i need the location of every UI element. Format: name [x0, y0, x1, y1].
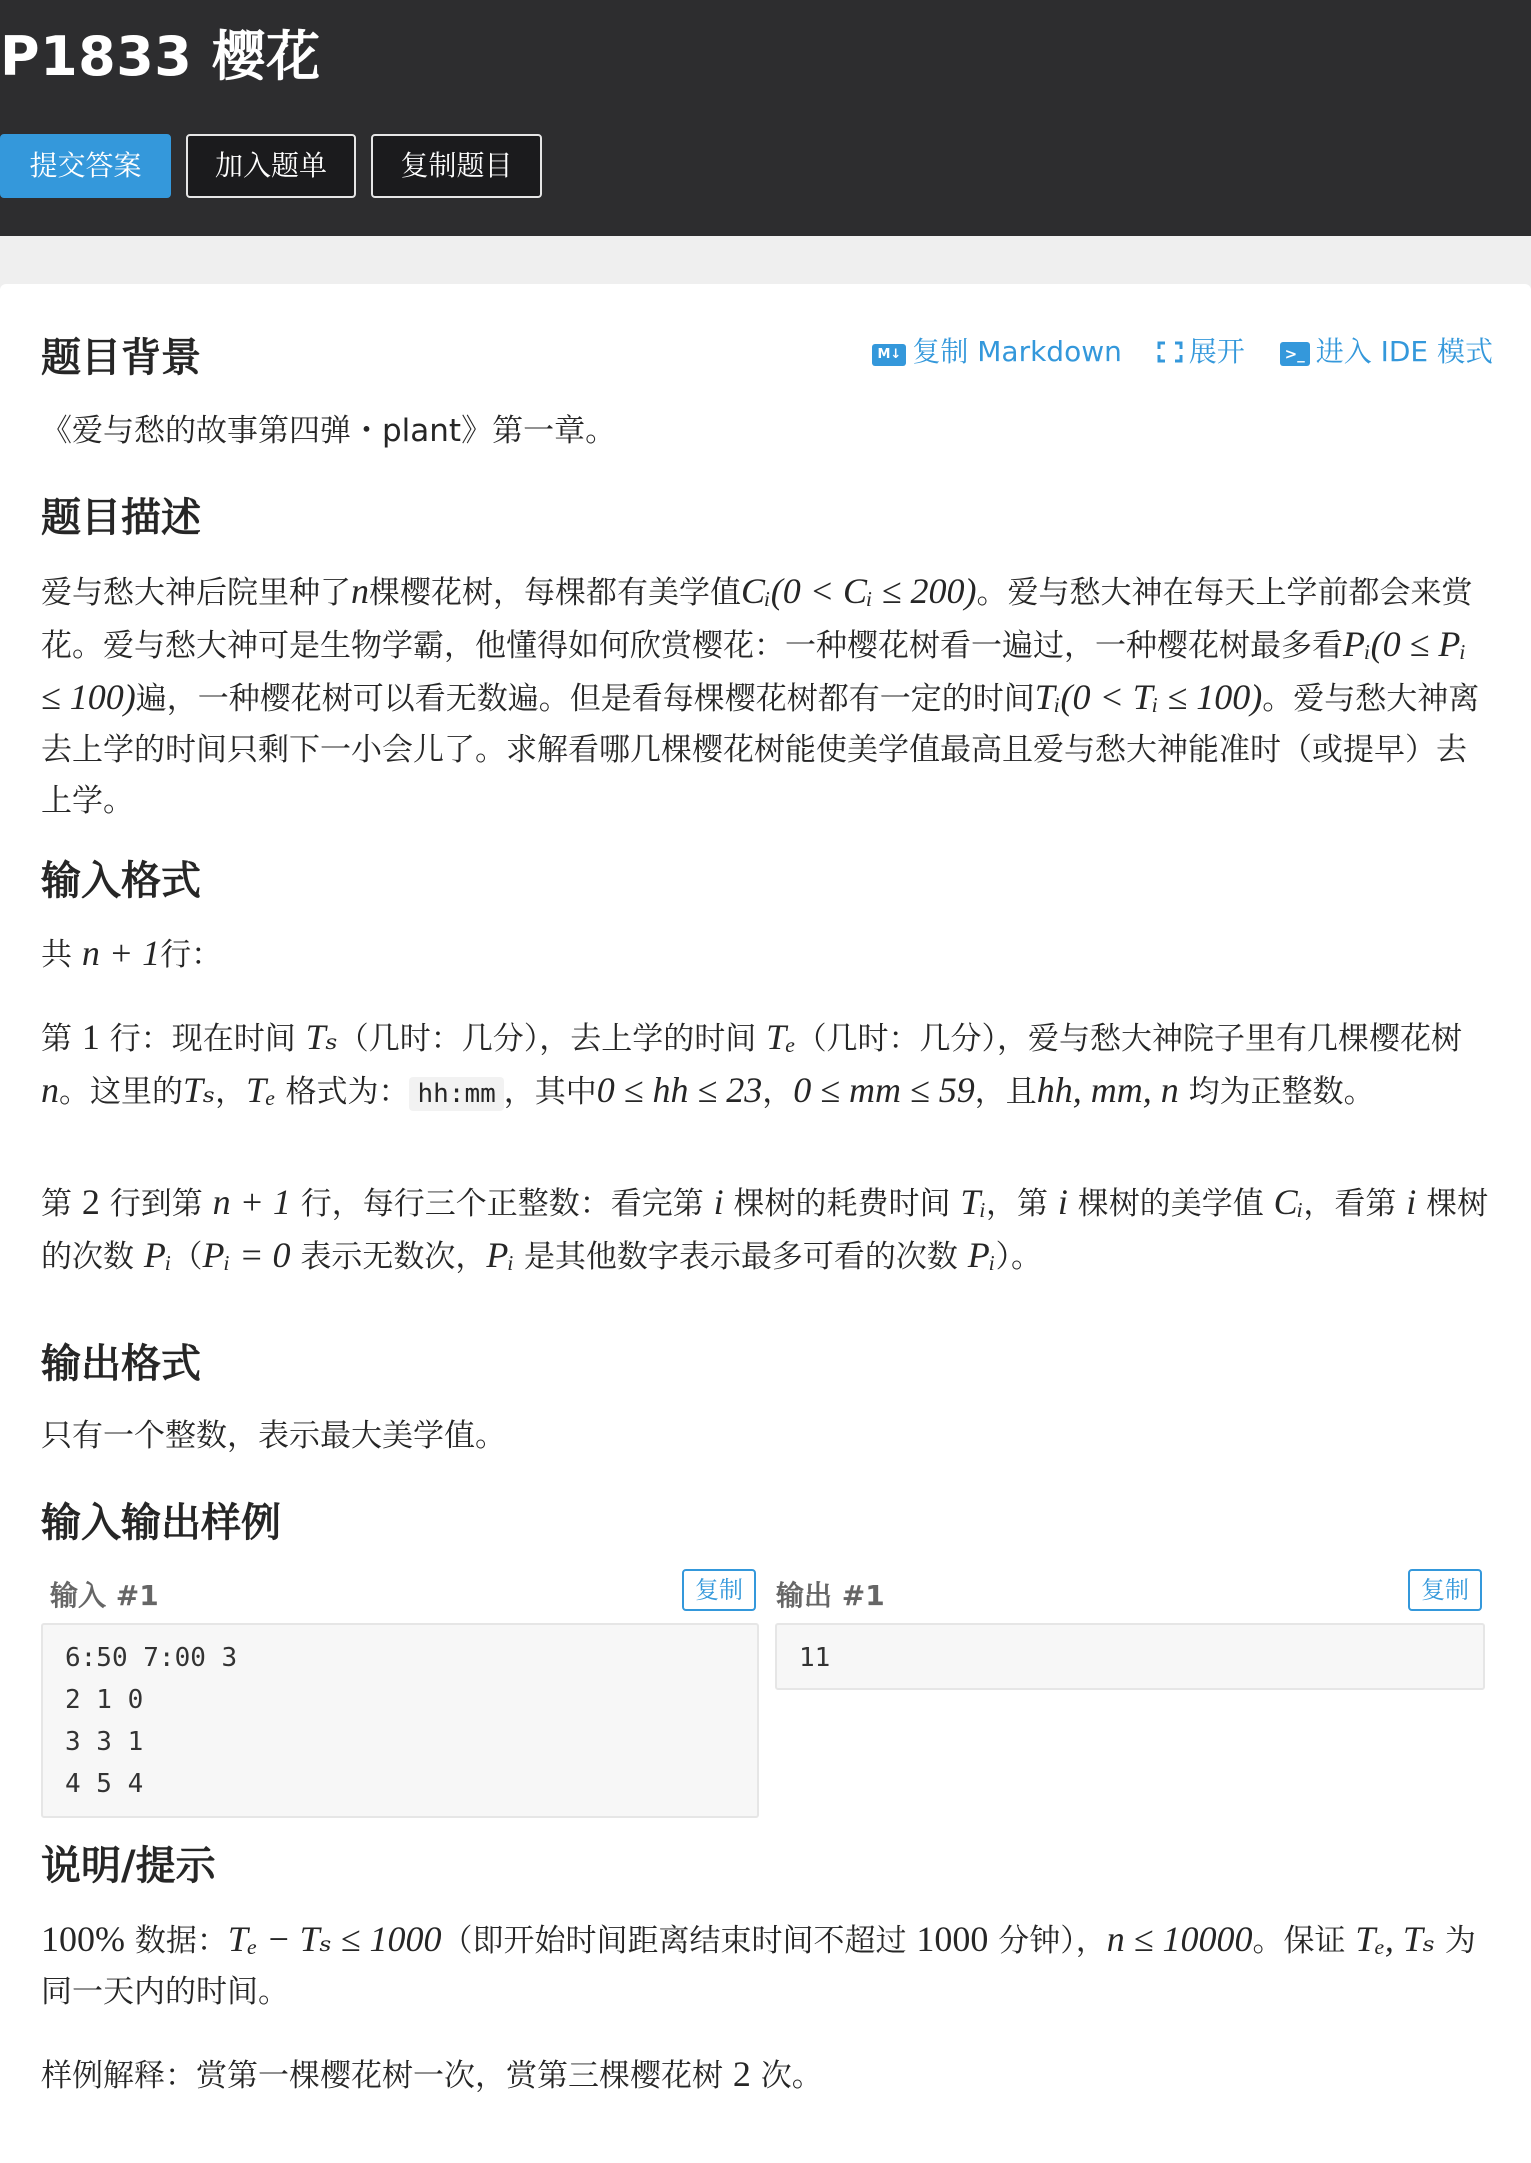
- sample-input-box[interactable]: 6:50 7:00 3 2 1 0 3 3 1 4 5 4: [41, 1623, 759, 1818]
- copy-output-button[interactable]: 复制: [1408, 1569, 1482, 1611]
- hint-heading: 说明/提示: [41, 1843, 216, 1889]
- ide-mode-label: 进入 IDE 模式: [1315, 335, 1493, 368]
- copy-input-button[interactable]: 复制: [682, 1569, 756, 1611]
- sample-output-label: 输出 #1: [776, 1579, 885, 1612]
- problem-toolbar: [846, 330, 1493, 370]
- problem-title: P1833 樱花: [0, 25, 321, 88]
- background-heading: 题目背景: [41, 335, 201, 381]
- input-format-line1: 共 n + 1行：: [41, 933, 223, 973]
- sample-input-label: 输入 #1: [50, 1579, 159, 1612]
- output-format-text: 只有一个整数，表示最大美学值。: [41, 1418, 506, 1454]
- markdown-icon: M↓: [872, 344, 906, 366]
- expand-link[interactable]: [1157, 330, 1245, 370]
- hint-text: 100% 数据：Tₑ − Tₛ ≤ 1000（即开始时间距离结束时间不超过 1000 分钟），n ≤ 10000。保证 Tₑ, Tₛ 为同一天内的时间。: [41, 1919, 1476, 2010]
- add-to-list-button[interactable]: 加入题单: [186, 134, 356, 198]
- description-heading: 题目描述: [41, 495, 201, 541]
- terminal-icon: >_: [1280, 342, 1310, 366]
- background-text: 《爱与愁的故事第四弹・plant》第一章。: [41, 413, 617, 449]
- sample-output-box[interactable]: 11: [775, 1623, 1485, 1690]
- submit-answer-button[interactable]: 提交答案: [0, 134, 171, 198]
- problem-card: [0, 284, 1531, 2163]
- sample-explanation: 样例解释：赏第一棵樱花树一次，赏第三棵樱花树 2 次。: [41, 2054, 823, 2094]
- copy-markdown-link[interactable]: [872, 330, 1122, 370]
- input-format-para3: 第 2 行到第 n + 1 行，每行三个正整数：看完第 i 棵树的耗费时间 Tᵢ，第 i 棵树的美学值 Cᵢ，看第 i 棵树的次数 Pᵢ（Pᵢ = 0 表示无数次，Pᵢ 是其他数字表示最多可看的次数 Pᵢ）。: [41, 1182, 1489, 1275]
- input-format-para2: 第 1 行：现在时间 Tₛ（几时：几分），去上学的时间 Tₑ（几时：几分），爱与愁大神院子里有几棵樱花树 n。这里的Tₛ，Tₑ 格式为： hh:mm ，其中0 ≤ hh ≤ 23，0 ≤ mm ≤ 59，且hh, mm, n 均为正整数。: [41, 1017, 1463, 1110]
- ide-mode-link[interactable]: [1280, 330, 1493, 370]
- copy-markdown-label: 复制 Markdown: [912, 335, 1122, 368]
- description-text: 爱与愁大神后院里种了n棵樱花树，每棵都有美学值Cᵢ(0 < Cᵢ ≤ 200)。爱与愁大神在每天上学前都会来赏花。爱与愁大神可是生物学霸，他懂得如何欣赏樱花：一种樱花树看一遍过，一种樱花树最多看Pᵢ(0 ≤ Pᵢ ≤ 100)遍，一种樱花树可以看无数遍。但是看每棵樱花树都有一定的时间Tᵢ(0 < Tᵢ ≤ 100)。爱与愁大神离去上学的时间只剩下一小会儿了。求解看哪几棵樱花树能使美学值最高且爱与愁大神能准时（或提早）去上学。: [41, 571, 1480, 819]
- time-format-code: hh:mm: [409, 1077, 503, 1111]
- output-format-heading: 输出格式: [41, 1341, 201, 1387]
- copy-problem-button[interactable]: 复制题目: [371, 134, 542, 198]
- samples-heading: 输入输出样例: [41, 1500, 281, 1546]
- problem-header: [0, 0, 1531, 236]
- input-format-heading: 输入格式: [41, 858, 201, 904]
- expand-label: 展开: [1188, 335, 1245, 368]
- expand-icon: [1157, 341, 1183, 363]
